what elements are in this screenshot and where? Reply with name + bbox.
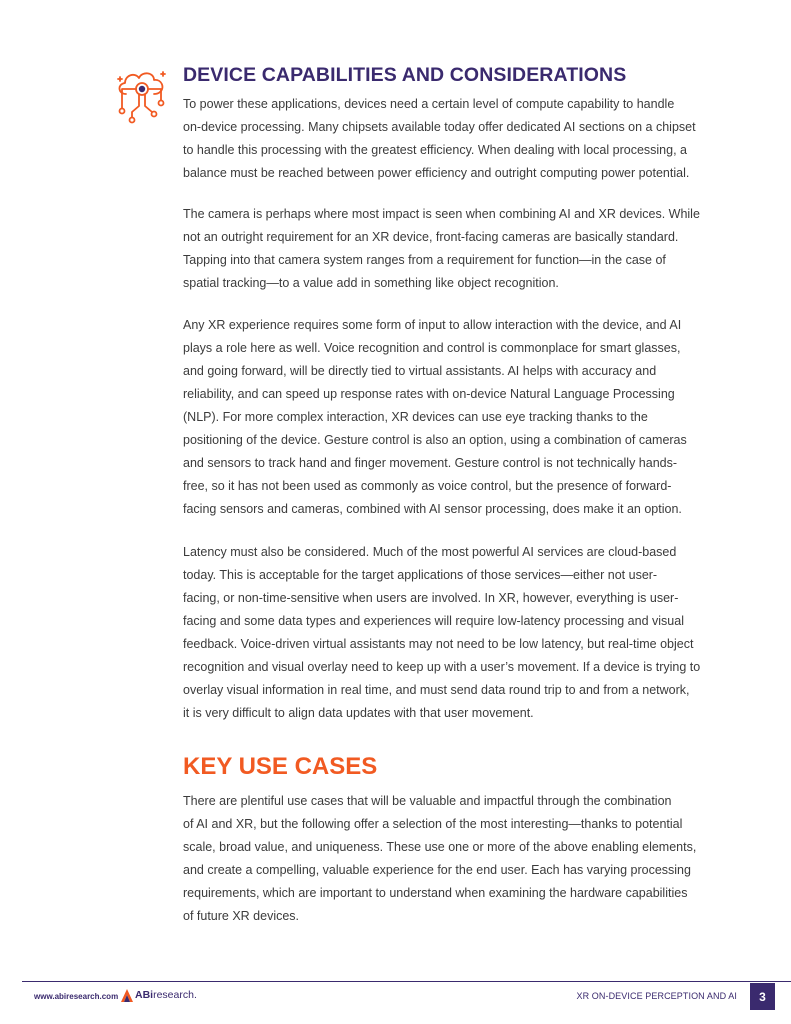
- abi-research-logo: [121, 987, 197, 1003]
- text-line: balance must be reached between power efficiency and outright computing power potential.: [183, 166, 690, 180]
- text-line: reliability, and can speed up response rates with on-device Natural Language Processing: [183, 387, 675, 401]
- page-number: 3: [750, 983, 775, 1010]
- logo-text-bold: ABi: [135, 989, 154, 1001]
- paragraph-camera: [183, 203, 753, 295]
- paragraph-input: [183, 314, 753, 521]
- logo-text: [135, 989, 197, 1001]
- text-line: feedback. Voice-driven virtual assistants may not need to be low latency, but real-time object: [183, 637, 694, 651]
- footer-divider: [22, 981, 791, 982]
- text-line: Tapping into that camera system ranges from a requirement for function—in the case of: [183, 253, 666, 267]
- text-line: spatial tracking—to a value add in something like object recognition.: [183, 276, 559, 290]
- text-line: The camera is perhaps where most impact is seen when combining AI and XR devices. While: [183, 207, 700, 221]
- paragraph-latency: [183, 541, 753, 725]
- text-line: positioning of the device. Gesture control is also an option, using a combination of cameras: [183, 433, 687, 447]
- text-line: on-device processing. Many chipsets available today offer dedicated AI sections on a chipset: [183, 120, 696, 134]
- footer-document-title: XR ON-DEVICE PERCEPTION AND AI: [576, 991, 737, 1001]
- text-line: and sensors to track hand and finger movement. Gesture control is not technically hands-: [183, 456, 678, 470]
- text-line: and going forward, will be directly tied to virtual assistants. AI helps with accuracy and: [183, 364, 657, 378]
- text-line: There are plentiful use cases that will be valuable and impactful through the combination: [183, 794, 672, 808]
- text-line: it is very difficult to align data updates with that user movement.: [183, 706, 534, 720]
- text-line: free, so it has not been used as commonly as voice control, but the presence of forward-: [183, 479, 672, 493]
- text-line: of AI and XR, but the following offer a selection of the most interesting—thanks to potential: [183, 817, 683, 831]
- text-line: scale, broad value, and uniqueness. These use one or more of the above enabling elements,: [183, 840, 697, 854]
- text-line: overlay visual information in real time, and must send data round trip to and from a network,: [183, 683, 690, 697]
- text-line: not an outright requirement for an XR device, front-facing cameras are basically standard.: [183, 230, 679, 244]
- text-line: Latency must also be considered. Much of the most powerful AI services are cloud-based: [183, 545, 677, 559]
- abi-logo-mark-icon: [121, 989, 133, 1002]
- section-heading: DEVICE CAPABILITIES AND CONSIDERATIONS: [183, 64, 627, 86]
- text-line: Any XR experience requires some form of input to allow interaction with the device, and AI: [183, 318, 682, 332]
- text-line: recognition and visual overlay need to keep up with a user’s movement. If a device is trying to: [183, 660, 701, 674]
- text-line: today. This is acceptable for the target applications of those services—either not user-: [183, 568, 658, 582]
- text-line: requirements, which are important to understand when examining the hardware capabilities: [183, 886, 688, 900]
- paragraph-key-use-cases: [183, 790, 753, 928]
- text-line: facing and some data types and experiences will require low-latency processing and visual: [183, 614, 684, 628]
- text-line: (NLP). For more complex interaction, XR devices can use eye tracking thanks to the: [183, 410, 648, 424]
- key-use-cases-heading: KEY USE CASES: [183, 753, 378, 780]
- text-line: to handle this processing with the greatest efficiency. When dealing with local processing, a: [183, 143, 687, 157]
- paragraph-compute: [183, 93, 753, 185]
- cloud-circuit-icon: [114, 68, 170, 128]
- text-line: and create a compelling, valuable experience for the end user. Each has varying processing: [183, 863, 691, 877]
- text-line: plays a role here as well. Voice recognition and control is commonplace for smart glasses,: [183, 341, 681, 355]
- text-line: facing sensors and cameras, combined with AI sensor processing, does make it an option.: [183, 502, 682, 516]
- text-line: facing, or non-time-sensitive when users are involved. In XR, however, everything is user-: [183, 591, 679, 605]
- text-line: To power these applications, devices need a certain level of compute capability to handle: [183, 97, 675, 111]
- footer-website-link[interactable]: www.abiresearch.com: [34, 992, 119, 1001]
- text-line: of future XR devices.: [183, 909, 300, 923]
- logo-text-light: research.: [153, 989, 197, 1001]
